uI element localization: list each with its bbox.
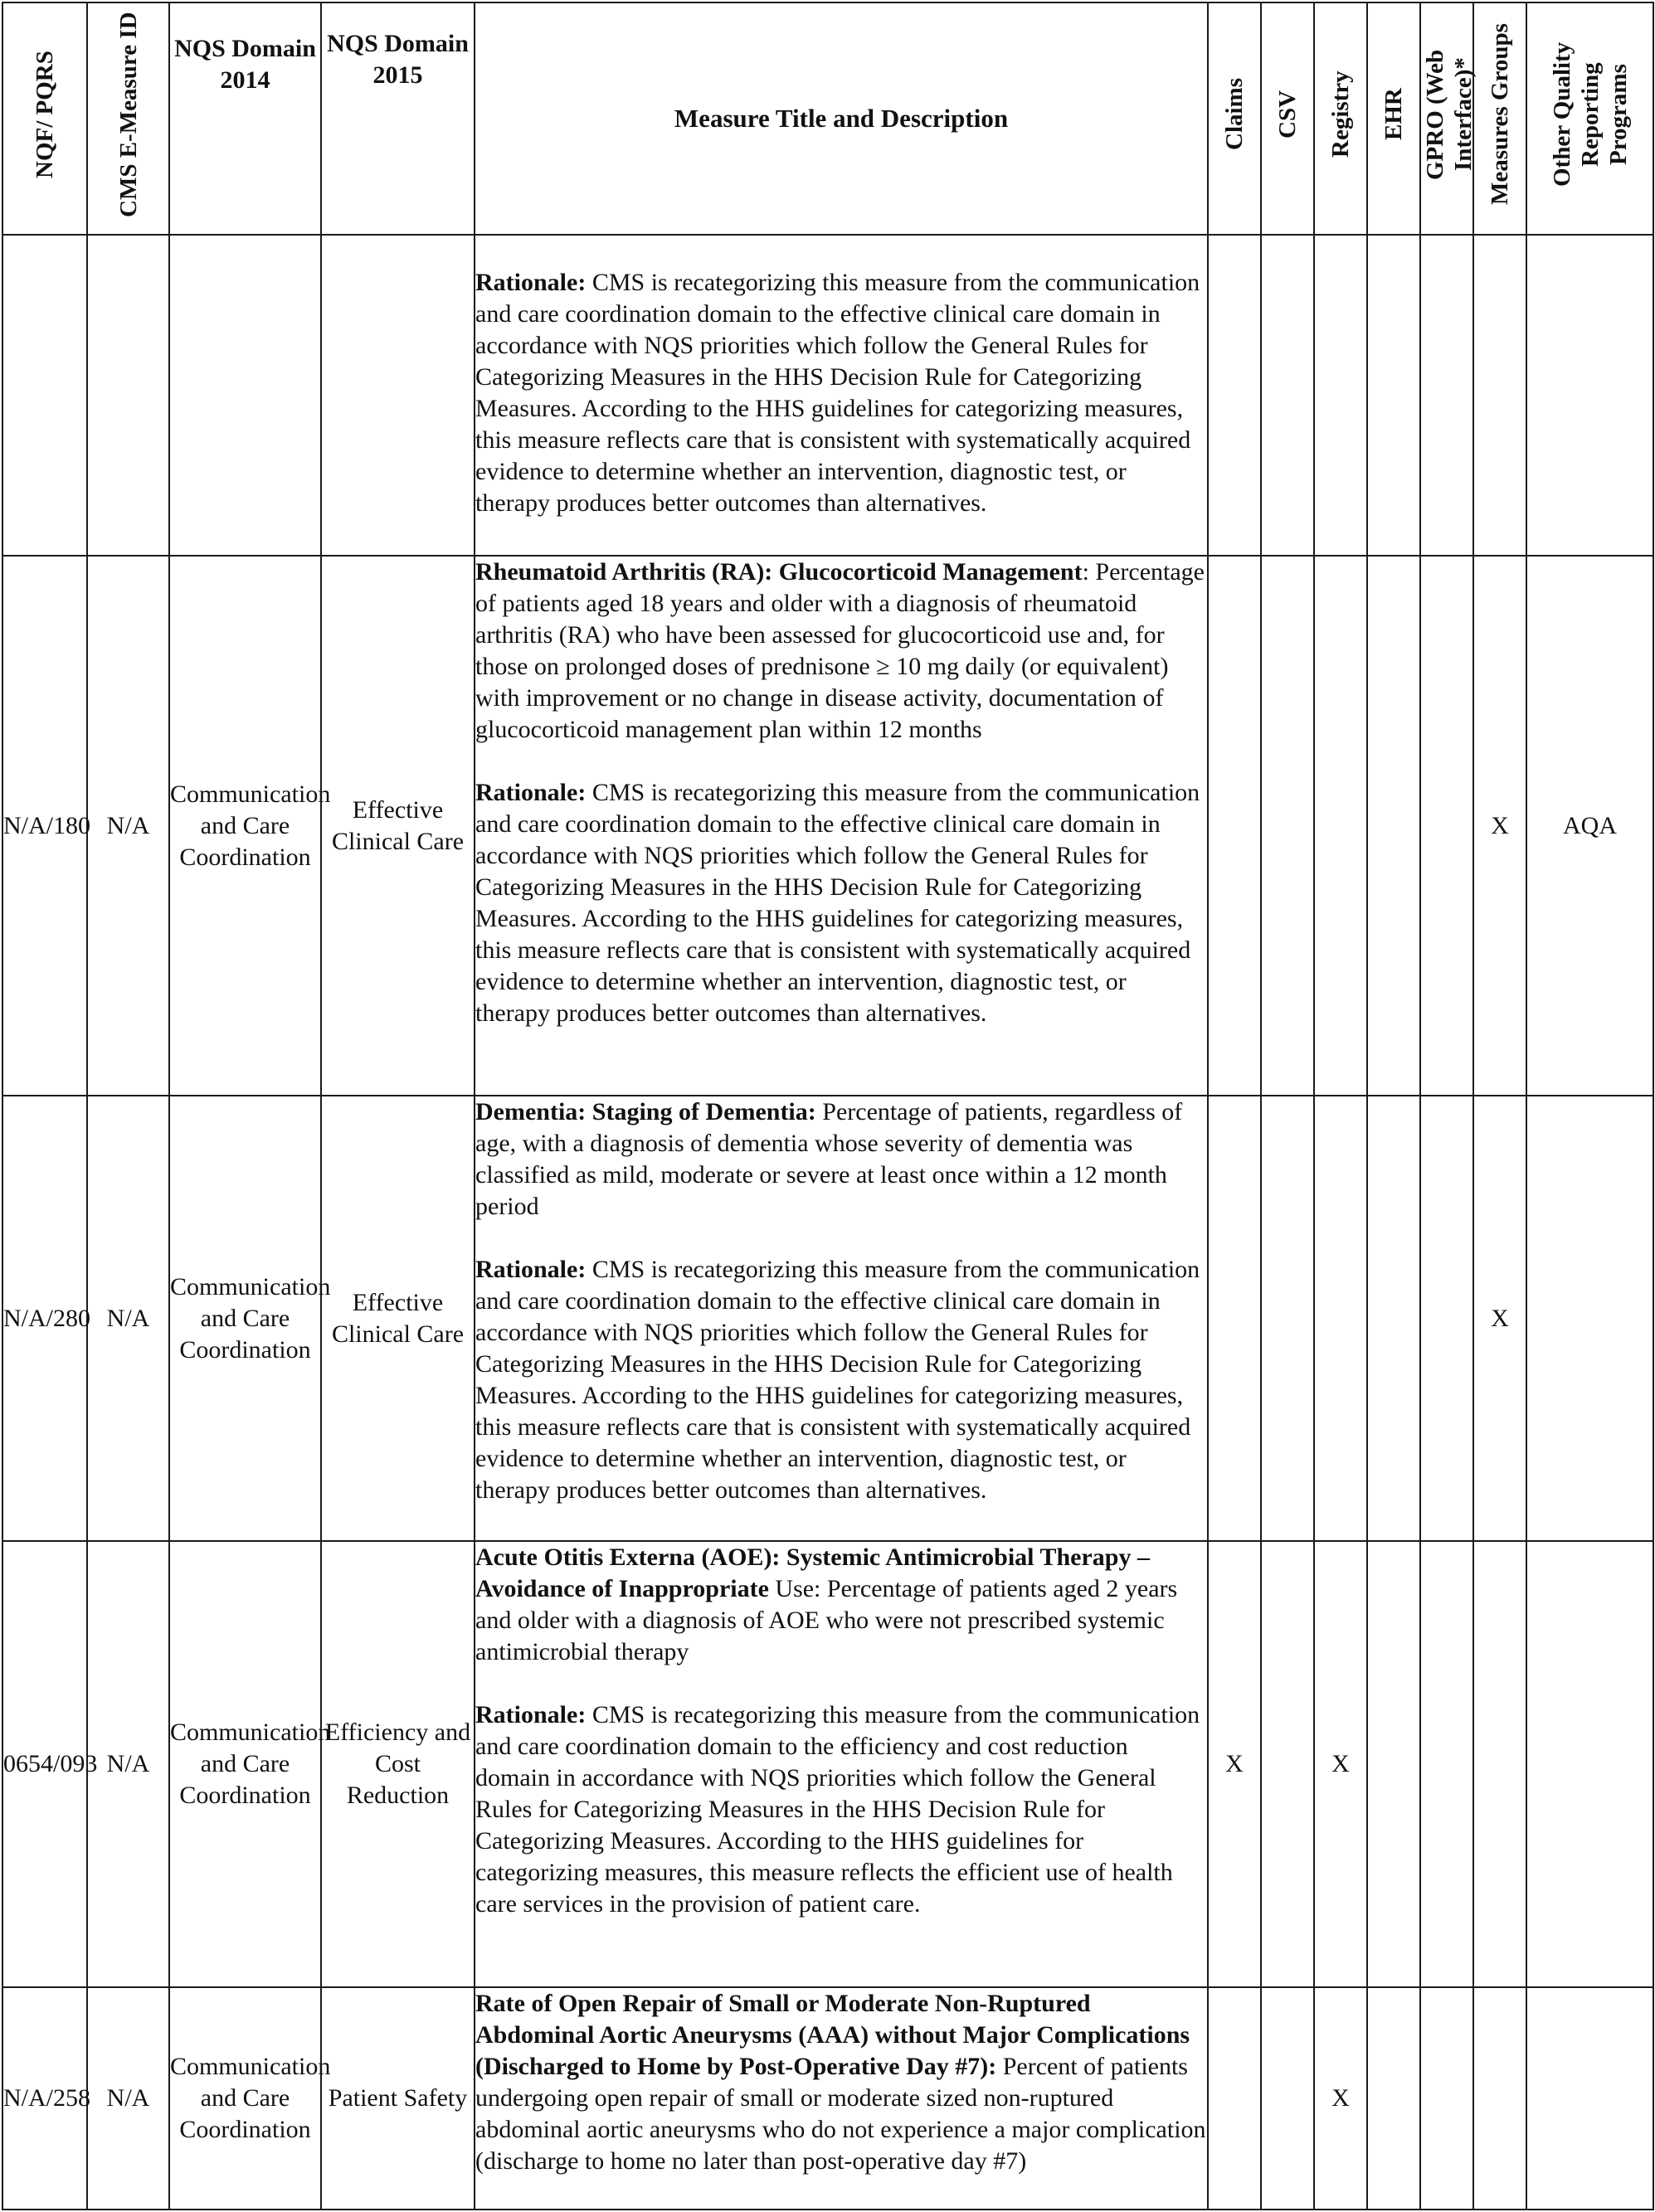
cell-ehr: [1367, 1987, 1420, 2210]
header-ehr: EHR: [1367, 2, 1420, 235]
rationale-text: [475, 1254, 1207, 1506]
rationale-body: CMS is recategorizing this measure from the communication and care coordination domain to the efficiency and cost reduction domain in accordance with NQS priorities which follow the General Rules for Categorizing Measures in the HHS Decision Rule for Categorizing Measures. According to the HHS guidelines for categorizing measures, this measure reflects the efficient use of health care services in the provision of patient care.: [475, 1701, 1200, 1918]
cell-claims: [1208, 1987, 1261, 2210]
measure-title: Rheumatoid Arthritis (RA): Glucocorticoid Management: [475, 558, 1083, 586]
cell-registry: X: [1314, 1987, 1367, 2210]
cell-gpro: [1420, 235, 1473, 556]
cell-domain-2015: [321, 235, 475, 556]
cell-csv: [1261, 1096, 1314, 1541]
cell-gpro: [1420, 1096, 1473, 1541]
table-row: [2, 1987, 1653, 2210]
header-row: [2, 2, 1653, 235]
cell-domain-2014: Communication and Care Coordination: [169, 1987, 321, 2210]
cell-cms: N/A: [87, 1096, 169, 1541]
cell-domain-2014: Communication and Care Coordination: [169, 1096, 321, 1541]
description-body: Percent of patients undergoing open repair of small or moderate sized non-ruptured abdominal aortic aneurysms who do not experience a major complication (discharge to home no later than post-operative day #7): [475, 2052, 1206, 2175]
header-registry: Registry: [1314, 2, 1367, 235]
cell-ehr: [1367, 1096, 1420, 1541]
cell-domain-2014: Communication and Care Coordination: [169, 1541, 321, 1986]
cell-domain-2015: Effective Clinical Care: [321, 1096, 475, 1541]
cell-other-programs: [1526, 1096, 1653, 1541]
table-row: [2, 235, 1653, 556]
cell-gpro: [1420, 556, 1473, 1096]
cell-description: [475, 1541, 1208, 1986]
cell-csv: [1261, 556, 1314, 1096]
description-body: Use: Percentage of patients aged 2 years and older with a diagnosis of AOE who were not prescribed systemic antimicrobial therapy: [475, 1575, 1178, 1666]
table-row: [2, 1541, 1653, 1986]
rationale-body: CMS is recategorizing this measure from the communication and care coordination domain to the effective clinical care domain in accordance with NQS priorities which follow the General Rules for Categorizing Measures in the HHS Decision Rule for Categorizing Measures. According to the HHS guidelines for categorizing measures, this measure reflects care that is consistent with systematically acquired evidence to determine whether an intervention, diagnostic test, or therapy produces better outcomes than alternatives.: [475, 269, 1200, 517]
cell-ehr: [1367, 556, 1420, 1096]
cell-nqf: N/A/180: [2, 556, 87, 1096]
cell-csv: [1261, 1541, 1314, 1986]
measure-description: [475, 557, 1207, 746]
cell-measures-groups: X: [1473, 556, 1526, 1096]
cell-measures-groups: [1473, 1541, 1526, 1986]
cell-ehr: [1367, 235, 1420, 556]
cell-cms: N/A: [87, 1987, 169, 2210]
cell-registry: [1314, 1096, 1367, 1541]
cell-nqf: 0654/093: [2, 1541, 87, 1986]
cell-nqf: N/A/280: [2, 1096, 87, 1541]
cell-nqf: [2, 235, 87, 556]
header-domain-2014: NQS Domain 2014: [169, 2, 321, 235]
rationale-text: [475, 777, 1207, 1029]
header-cms: CMS E-Measure ID: [87, 2, 169, 235]
measure-description: [475, 1542, 1207, 1668]
cell-other-programs: [1526, 1541, 1653, 1986]
cell-gpro: [1420, 1541, 1473, 1986]
cell-registry: X: [1314, 1541, 1367, 1986]
description-body: : Percentage of patients aged 18 years and older with a diagnosis of rheumatoid arthritis (RA) who have been assessed for glucocorticoid use and, for those on prolonged doses of prednisone ≥ 10 mg daily (or equivalent) with improvement or no change in disease activity, documentation of glucocorticoid management plan within 12 months: [475, 558, 1205, 744]
cell-registry: [1314, 556, 1367, 1096]
cell-cms: N/A: [87, 556, 169, 1096]
cell-gpro: [1420, 1987, 1473, 2210]
cell-measures-groups: [1473, 235, 1526, 556]
cell-ehr: [1367, 1541, 1420, 1986]
measures-table: [2, 2, 1654, 2210]
cell-csv: [1261, 235, 1314, 556]
cell-cms: [87, 235, 169, 556]
rationale-label: Rationale:: [475, 1701, 587, 1729]
cell-claims: X: [1208, 1541, 1261, 1986]
cell-claims: [1208, 1096, 1261, 1541]
cell-other-programs: [1526, 235, 1653, 556]
cell-measures-groups: X: [1473, 1096, 1526, 1541]
cell-description: [475, 235, 1208, 556]
rationale-body: CMS is recategorizing this measure from the communication and care coordination domain to the effective clinical care domain in accordance with NQS priorities which follow the General Rules for Categorizing Measures in the HHS Decision Rule for Categorizing Measures. According to the HHS guidelines for categorizing measures, this measure reflects care that is consistent with systematically acquired evidence to determine whether an intervention, diagnostic test, or therapy produces better outcomes than alternatives.: [475, 1255, 1200, 1504]
cell-domain-2014: [169, 235, 321, 556]
rationale-text: [475, 267, 1207, 519]
cell-cms: N/A: [87, 1541, 169, 1986]
header-measures-groups: Measures Groups: [1473, 2, 1526, 235]
cell-domain-2015: Patient Safety: [321, 1987, 475, 2210]
cell-other-programs: AQA: [1526, 556, 1653, 1096]
cell-measures-groups: [1473, 1987, 1526, 2210]
cell-nqf: N/A/258: [2, 1987, 87, 2210]
header-other-programs: Other Quality Reporting Programs: [1526, 2, 1653, 235]
header-csv: CSV: [1261, 2, 1314, 235]
cell-csv: [1261, 1987, 1314, 2210]
header-measure-title: Measure Title and Description: [475, 2, 1208, 235]
cell-other-programs: [1526, 1987, 1653, 2210]
cell-domain-2015: Effective Clinical Care: [321, 556, 475, 1096]
measure-title: Rate of Open Repair of Small or Moderate Non-Ruptured Abdominal Aortic Aneurysms (AAA) without Major Complications (Discharged to Home by Post-Operative Day #7):: [475, 1989, 1190, 2080]
cell-claims: [1208, 556, 1261, 1096]
cell-domain-2014: Communication and Care Coordination: [169, 556, 321, 1096]
rationale-body: CMS is recategorizing this measure from the communication and care coordination domain to the effective clinical care domain in accordance with NQS priorities which follow the General Rules for Categorizing Measures in the HHS Decision Rule for Categorizing Measures. According to the HHS guidelines for categorizing measures, this measure reflects care that is consistent with systematically acquired evidence to determine whether an intervention, diagnostic test, or therapy produces better outcomes than alternatives.: [475, 779, 1200, 1028]
header-claims: Claims: [1208, 2, 1261, 235]
measure-title: Dementia: Staging of Dementia:: [475, 1097, 816, 1125]
cell-domain-2015: Efficiency and Cost Reduction: [321, 1541, 475, 1986]
rationale-label: Rationale:: [475, 779, 587, 807]
cell-description: [475, 1987, 1208, 2210]
measure-title: Acute Otitis Externa (AOE): Systemic Antimicrobial Therapy – Avoidance of Inappropriate: [475, 1544, 1150, 1603]
cell-description: [475, 556, 1208, 1096]
cell-description: [475, 1096, 1208, 1541]
header-nqf: NQF/ PQRS: [2, 2, 87, 235]
header-gpro: GPRO (Web Interface)*: [1420, 2, 1473, 235]
measure-description: [475, 1096, 1207, 1223]
rationale-label: Rationale:: [475, 269, 587, 296]
measure-description: [475, 1988, 1207, 2177]
rationale-label: Rationale:: [475, 1255, 587, 1283]
cell-claims: [1208, 235, 1261, 556]
table-row: [2, 556, 1653, 1096]
table-row: [2, 1096, 1653, 1541]
header-domain-2015: NQS Domain 2015: [321, 2, 475, 235]
cell-registry: [1314, 235, 1367, 556]
description-body: Percentage of patients, regardless of age, with a diagnosis of dementia whose severity of dementia was classified as mild, moderate or severe at least once within a 12 month period: [475, 1097, 1183, 1220]
rationale-text: [475, 1699, 1207, 1920]
